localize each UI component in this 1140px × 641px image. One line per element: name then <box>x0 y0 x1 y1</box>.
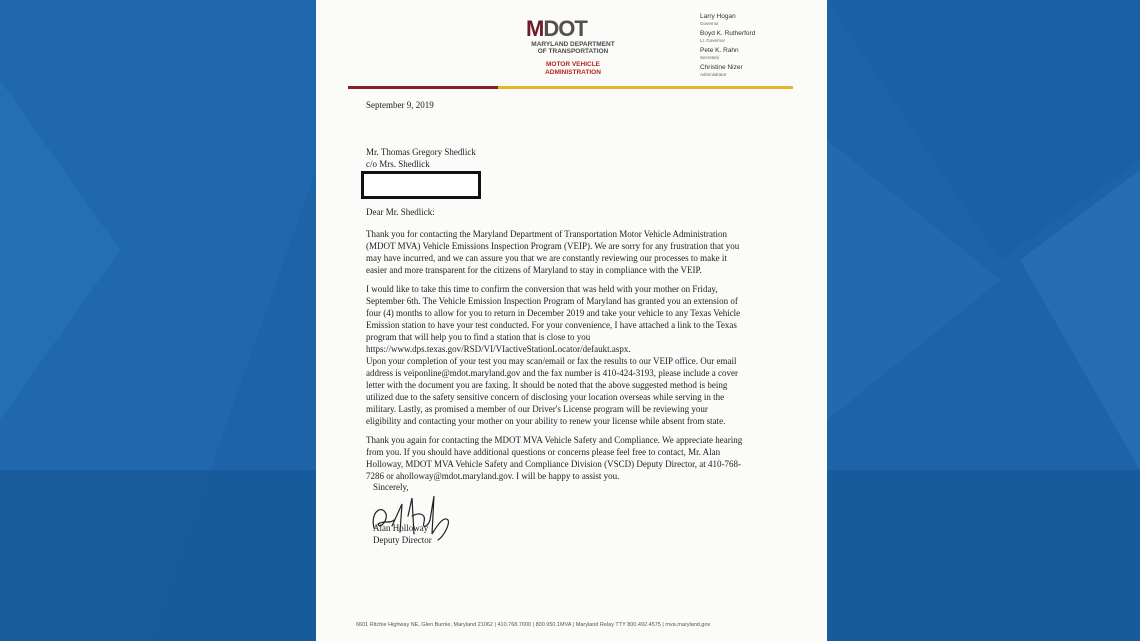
official-entry <box>700 30 755 47</box>
paragraph-line: 7286 or aholloway@mdot.maryland.gov. I will be happy to assist you. <box>366 471 620 481</box>
paragraph-line: Upon your completion of your test you may scan/email or fax the results to our VEIP office. Our email <box>366 356 737 366</box>
mdot-wordmark: MDOT <box>526 16 587 41</box>
paragraph-line: September 6th. The Vehicle Emission Inspection Program of Maryland has granted you an extension of <box>366 296 738 306</box>
salutation: Dear Mr. Shedlick: <box>366 207 435 217</box>
paragraph-line: may have incurred, and we can assure you that we are constantly reviewing our processes to make it <box>366 253 727 263</box>
official-name: Pete K. Rahn <box>700 47 739 54</box>
paragraph-line: utilized due to the safety sensitive concern of disclosing your location overseas while serving in the <box>366 392 725 402</box>
agency-line-1: MARYLAND DEPARTMENT <box>531 41 615 48</box>
paragraph-line: Emission station to have your test conducted. For your convenience, I have attached a link to the Texas <box>366 320 737 330</box>
signer-name: Alan Holloway <box>373 523 429 533</box>
footer-address: 6601 Ritchie Highway NE, Glen Burnie, Maryland 21062 | 410.768.7000 | 800.950.1MVA | Maryland Relay TTY 800.492.4575 | mva.maryland.gov <box>356 622 711 628</box>
recipient-care-of: c/o Mrs. Shedlick <box>366 159 430 169</box>
paragraph-line: Holloway, MDOT MVA Vehicle Safety and Compliance Division (VSCD) Deputy Director, at 410-768- <box>366 459 742 469</box>
official-name: Larry Hogan <box>700 13 736 20</box>
paragraph-line: I would like to take this time to confirm the conversion that was held with your mother on Friday, <box>366 284 718 294</box>
paragraph-line: military. Lastly, as promised a member of our Driver's License program will be reviewing your <box>366 404 708 414</box>
closing: Sincerely, <box>373 482 409 492</box>
official-name: Boyd K. Rutherford <box>700 30 756 37</box>
paragraph-line: Thank you for contacting the Maryland Department of Transportation Motor Vehicle Administration <box>366 229 728 239</box>
letter-page <box>316 0 827 641</box>
official-entry <box>700 13 755 30</box>
official-name: Christine Nizer <box>700 64 743 71</box>
division-line-1: MOTOR VEHICLE <box>545 61 601 68</box>
division-line-2: ADMINISTRATION <box>545 69 601 76</box>
paragraph-line: from you. If you should have additional questions or concerns please feel free to contact, Mr. Alan <box>366 447 721 457</box>
official-title: Administrator <box>700 72 727 77</box>
paragraph-line: eligibility and contacting your mother on your ability to renew your license while absent from state. <box>366 416 726 426</box>
paragraph-line: four (4) months to allow for you to return in December 2019 and take your vehicle to any Texas Vehicle <box>366 308 741 318</box>
official-title: Governor <box>700 21 719 26</box>
officials-list <box>700 13 755 81</box>
signer-title: Deputy Director <box>373 535 432 545</box>
texas-station-link: https://www.dps.texas.gov/RSD/VI/VIactiveStationLocator/defaukt.aspx. <box>366 344 631 354</box>
paragraph-line: address is veiponline@mdot.maryland.gov and the fax number is 410-424-3193, please include a cover <box>366 368 738 378</box>
paragraph-line: program that will help you to find a station that is close to you <box>366 332 591 342</box>
paragraph-line: letter with the document you are faxing. It should be noted that the above suggested method is being <box>366 380 728 390</box>
official-title: Lt. Governor <box>700 38 726 43</box>
official-entry <box>700 64 755 81</box>
letter-date: September 9, 2019 <box>366 100 434 110</box>
redacted-address-box <box>361 171 481 199</box>
paragraph-line: (MDOT MVA) Vehicle Emissions Inspection Program (VEIP). We are sorry for any frustration that you <box>366 241 740 251</box>
official-entry <box>700 47 755 64</box>
official-title: Secretary <box>700 55 720 60</box>
letterhead-rule <box>348 86 793 89</box>
paragraph-line: Thank you again for contacting the MDOT MVA Vehicle Safety and Compliance. We appreciate hearing <box>366 435 743 445</box>
paragraph-line: easier and more transparent for the citizens of Maryland to stay in compliance with the VEIP. <box>366 265 702 275</box>
recipient-name: Mr. Thomas Gregory Shedlick <box>366 147 476 157</box>
agency-line-2: OF TRANSPORTATION <box>537 48 609 55</box>
